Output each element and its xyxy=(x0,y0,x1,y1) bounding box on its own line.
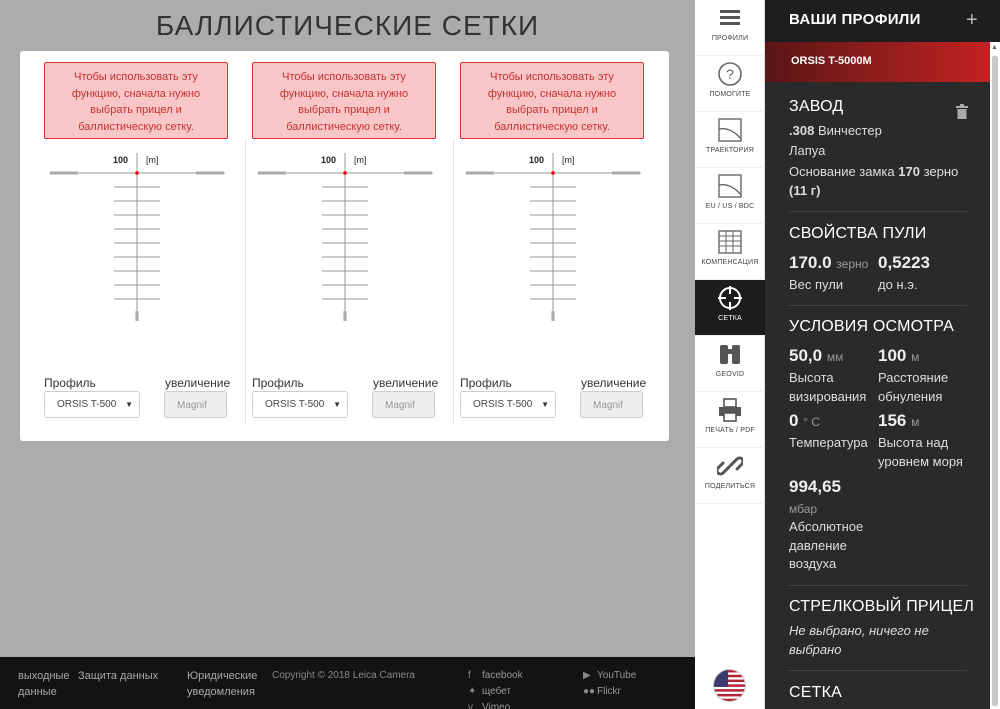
link-icon xyxy=(717,453,743,479)
caret-down-icon: ▼ xyxy=(333,400,341,409)
sight-height-value: 50,0 xyxy=(789,346,823,365)
help-icon xyxy=(717,61,743,87)
legal-link[interactable]: Юридические уведомления xyxy=(187,670,258,698)
factory-caliber xyxy=(789,122,882,141)
reticle-column-2 xyxy=(251,51,459,431)
youtube-link[interactable] xyxy=(583,668,636,684)
page-title: БАЛЛИСТИЧЕСКИЕ СЕТКИ xyxy=(155,10,540,41)
profile-select[interactable] xyxy=(44,391,140,418)
label-line: Высота над xyxy=(878,435,949,450)
bullet-weight-label: Вес пули xyxy=(789,277,844,292)
warning-line: выбрать прицел и xyxy=(298,104,390,116)
twitter-icon: ✦ xyxy=(468,686,477,697)
warning-line: функцию, сначала нужно xyxy=(71,87,201,100)
caliber-text: Винчестер xyxy=(817,123,882,138)
temperature xyxy=(789,411,820,431)
rail-item-units[interactable] xyxy=(695,168,765,224)
distance-value: 100 xyxy=(113,155,129,165)
altitude xyxy=(878,411,919,431)
imprint-link[interactable]: выходные данные xyxy=(18,670,70,698)
warning-line: баллистическую сетку. xyxy=(286,120,402,133)
us-flag-icon[interactable] xyxy=(713,669,746,702)
temperature-unit: ° С xyxy=(803,415,821,429)
privacy-link[interactable]: Защита данных xyxy=(78,670,159,682)
label-line: Расстояние xyxy=(878,370,949,385)
crosshair-icon xyxy=(717,285,743,311)
sight-height-unit: мм xyxy=(826,350,844,364)
left-bar xyxy=(50,172,78,175)
facebook-icon: f xyxy=(468,670,471,681)
reticle-column-3 xyxy=(459,51,667,431)
rail-item-profiles[interactable] xyxy=(695,0,765,56)
bullet-weight xyxy=(789,253,868,273)
twitter-label: щебет xyxy=(482,686,511,697)
rail-label: ПОДЕЛИТЬСЯ xyxy=(704,483,756,490)
add-profile-button[interactable]: + xyxy=(966,9,978,31)
profile-select-value: ORSIS T-500 xyxy=(473,399,533,410)
printer-icon xyxy=(717,397,743,423)
pressure-label xyxy=(789,518,863,574)
magnification-label: увеличение xyxy=(581,376,647,390)
center-dot xyxy=(551,171,555,175)
rail-label: СЕТКА xyxy=(718,315,742,322)
profile-select[interactable] xyxy=(460,391,556,418)
binoculars-icon xyxy=(717,341,743,367)
warning-box xyxy=(252,62,436,139)
warning-box xyxy=(44,62,228,139)
twitter-link[interactable] xyxy=(468,684,511,700)
factory-bullet: Лапуа xyxy=(789,143,826,158)
flickr-link[interactable] xyxy=(583,684,621,700)
distance-unit: [m] xyxy=(354,155,367,165)
profile-label: Профиль xyxy=(252,376,304,390)
altitude-value: 156 xyxy=(878,411,907,430)
bottom-post xyxy=(552,311,555,321)
distance-value: 100 xyxy=(529,155,545,165)
bottom-post xyxy=(344,311,347,321)
rail-item-reticle[interactable] xyxy=(695,280,765,336)
rail-label: КОМПЕНСАЦИЯ xyxy=(701,259,759,266)
rail-item-geovid[interactable] xyxy=(695,336,765,392)
bullet-bc-label: до н.э. xyxy=(878,277,918,292)
trash-icon[interactable] xyxy=(955,104,969,119)
youtube-icon: ▶ xyxy=(583,670,591,681)
scope-value xyxy=(789,622,929,659)
flickr-label: Flickr xyxy=(597,686,621,697)
magnification-label: увеличение xyxy=(165,376,231,390)
scope-value-line: Не выбрано, ничего не xyxy=(789,623,929,638)
profile-select-value: ORSIS T-500 xyxy=(57,399,117,410)
warning-line: Чтобы использовать эту xyxy=(74,71,198,83)
altitude-label xyxy=(878,434,963,471)
divider xyxy=(789,211,967,212)
icon-rail xyxy=(695,0,765,709)
distance-value: 100 xyxy=(321,155,337,165)
active-profile-name: ORSIS T-5000M xyxy=(791,55,872,67)
rail-item-compensation[interactable] xyxy=(695,224,765,280)
profile-select-value: ORSIS T-500 xyxy=(265,399,325,410)
zero-range-value: 100 xyxy=(878,346,907,365)
right-bar xyxy=(196,172,224,175)
trajectory-icon xyxy=(717,117,743,143)
center-dot xyxy=(343,171,347,175)
scope-value-line: выбрано xyxy=(789,641,842,657)
vimeo-link[interactable] xyxy=(468,700,510,709)
rail-label: GEOVID xyxy=(715,371,745,378)
youtube-label: YouTube xyxy=(597,670,637,681)
distance-unit: [m] xyxy=(562,155,575,165)
caret-down-icon: ▼ xyxy=(125,400,133,409)
table-icon xyxy=(717,229,743,255)
right-bar xyxy=(612,172,640,175)
left-bar xyxy=(258,172,286,175)
menu-icon xyxy=(717,5,743,31)
bullet-bc: 0,5223 xyxy=(878,253,930,272)
divider xyxy=(789,305,967,306)
base-label: Основание замка xyxy=(789,164,895,179)
magnification-input[interactable]: Magnif xyxy=(164,391,227,418)
magnification-input[interactable]: Magnif xyxy=(580,391,643,418)
distance-unit: [m] xyxy=(146,155,159,165)
zero-range-label xyxy=(878,369,948,406)
magnification-input[interactable]: Magnif xyxy=(372,391,435,418)
warning-line: баллистическую сетку. xyxy=(494,120,610,133)
reticle-graphic xyxy=(251,149,459,329)
profile-select[interactable] xyxy=(252,391,348,418)
sidebar-title: ВАШИ ПРОФИЛИ xyxy=(789,11,921,28)
flickr-icon: ●● xyxy=(583,686,596,697)
zero-range xyxy=(878,346,919,366)
reticle-graphic xyxy=(459,149,667,329)
rail-label: ПОМОГИТЕ xyxy=(709,91,751,98)
sight-height xyxy=(789,346,843,366)
scrollbar-thumb[interactable] xyxy=(992,56,998,706)
svg-text:?: ? xyxy=(726,66,734,82)
sidebar-header xyxy=(765,0,1000,42)
copyright-text: Copyright © 2018 Leica Camera xyxy=(272,670,415,681)
divider xyxy=(789,670,967,671)
label-line: Высота xyxy=(789,370,834,385)
rail-item-print[interactable] xyxy=(695,392,765,448)
rail-item-help[interactable] xyxy=(695,56,765,112)
vimeo-icon: v xyxy=(468,702,473,709)
pressure-value: 994,65 xyxy=(789,477,841,496)
bullet-weight-value: 170.0 xyxy=(789,253,832,272)
factory-title: ЗАВОД xyxy=(789,98,844,115)
warning-line: выбрать прицел и xyxy=(506,104,598,116)
magnification-label: увеличение xyxy=(373,376,439,390)
left-bar xyxy=(466,172,494,175)
center-dot xyxy=(135,171,139,175)
right-bar xyxy=(404,172,432,175)
scroll-up-icon[interactable]: ▲ xyxy=(991,44,998,51)
sidebar-scrollbar[interactable] xyxy=(990,42,1000,709)
base-value: 170 xyxy=(898,164,920,179)
zero-range-unit: м xyxy=(911,350,920,364)
bottom-post xyxy=(136,311,139,321)
profile-label: Профиль xyxy=(44,376,96,390)
bullet-title: СВОЙСТВА ПУЛИ xyxy=(789,225,927,242)
active-profile[interactable] xyxy=(765,42,990,82)
conditions-title: УСЛОВИЯ ОСМОТРА xyxy=(789,318,954,335)
label-line: обнуления xyxy=(878,388,943,404)
reticle-graphic xyxy=(43,149,251,329)
trajectory-units-icon xyxy=(717,173,743,199)
rail-label: ПРОФИЛИ xyxy=(711,35,749,42)
base-extra: (11 г) xyxy=(789,182,821,198)
factory-base xyxy=(789,163,979,200)
label-line: визирования xyxy=(789,388,867,404)
temperature-value: 0 xyxy=(789,411,799,430)
facebook-link[interactable] xyxy=(468,668,523,684)
warning-line: Чтобы использовать эту xyxy=(282,71,406,83)
temperature-label: Температура xyxy=(789,435,868,450)
pressure-unit: мбар xyxy=(789,502,818,516)
facebook-label: facebook xyxy=(482,670,523,681)
base-unit: зерно xyxy=(923,164,959,179)
scope-title: СТРЕЛКОВЫЙ ПРИЦЕЛ xyxy=(789,598,975,615)
warning-line: функцию, сначала нужно xyxy=(487,87,617,100)
warning-line: баллистическую сетку. xyxy=(78,120,194,133)
rail-label: ТРАЕКТОРИЯ xyxy=(705,147,755,154)
rail-label: EU / US / BDC xyxy=(705,203,755,210)
label-line: давление xyxy=(789,537,847,553)
reticle-panel xyxy=(20,51,669,441)
divider xyxy=(789,585,967,586)
profiles-sidebar xyxy=(765,0,1000,709)
bullet-weight-unit: зерно xyxy=(836,257,869,271)
warning-line: Чтобы использовать эту xyxy=(490,71,614,83)
vimeo-label: Vimeo xyxy=(482,702,511,709)
reticle-column-1 xyxy=(43,51,251,431)
reticle-title: СЕТКА xyxy=(789,684,842,701)
profile-label: Профиль xyxy=(460,376,512,390)
rail-item-share[interactable] xyxy=(695,448,765,504)
caret-down-icon: ▼ xyxy=(541,400,549,409)
rail-item-trajectory[interactable] xyxy=(695,112,765,168)
sight-height-label xyxy=(789,369,866,406)
warning-line: функцию, сначала нужно xyxy=(279,87,409,100)
warning-line: выбрать прицел и xyxy=(90,104,182,116)
altitude-unit: м xyxy=(911,415,920,429)
rail-label: ПЕЧАТЬ / PDF xyxy=(705,427,755,434)
label-line: воздуха xyxy=(789,556,837,571)
footer xyxy=(0,657,695,709)
warning-box xyxy=(460,62,644,139)
label-line: уровнем моря xyxy=(878,453,963,469)
caliber-value: .308 xyxy=(789,123,815,138)
label-line: Абсолютное xyxy=(789,519,864,534)
